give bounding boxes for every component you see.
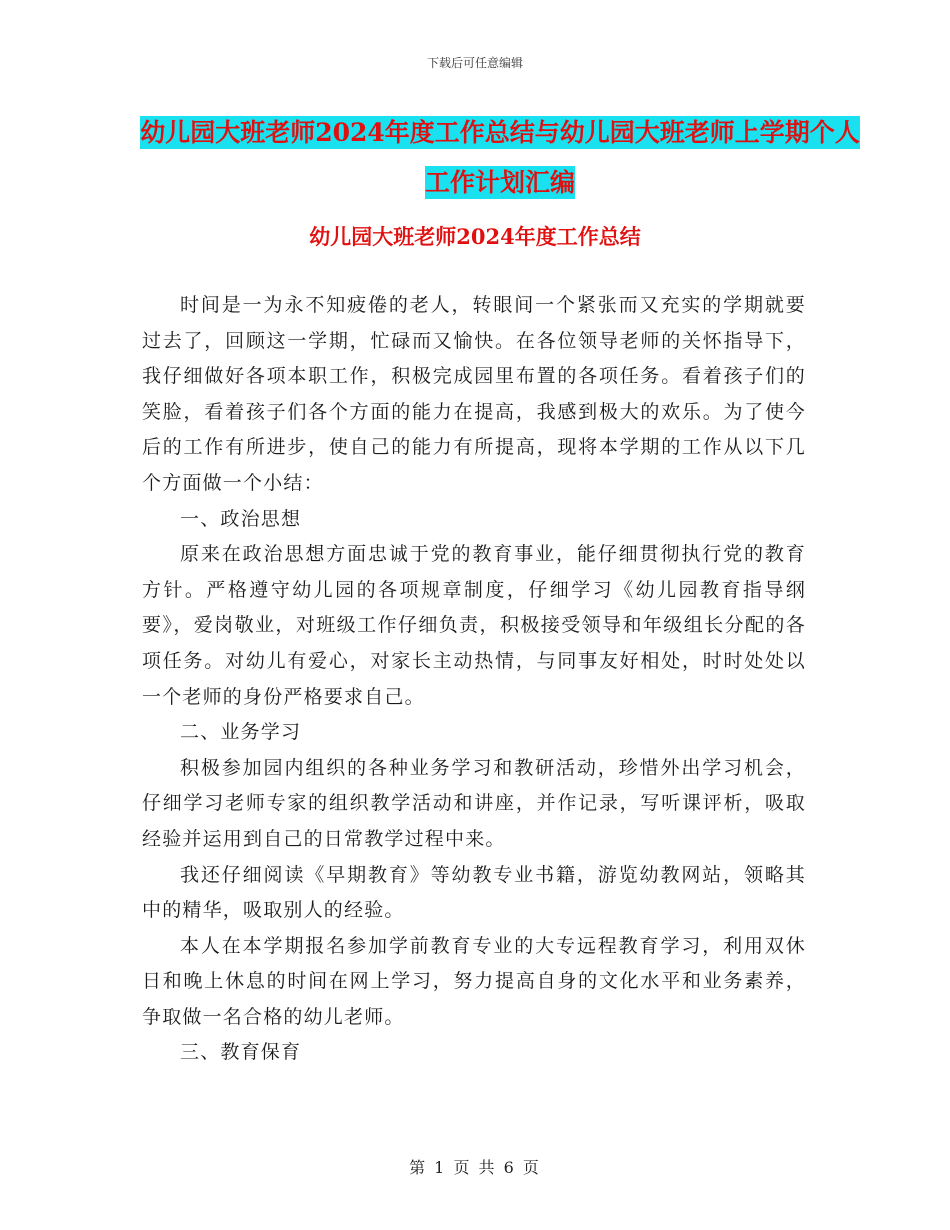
section-title: 幼儿园大班老师2024年度工作总结 (309, 224, 641, 249)
page-header-note: 下载后可任意编辑 (426, 56, 523, 70)
page-number: 第 1 页 共 6 页 (409, 1158, 541, 1177)
document-title (140, 108, 860, 208)
body-paragraph: 原来在政治思想方面忠诚于党的教育事业，能仔细贯彻执行党的教育方针。严格遵守幼儿园的各项规章制度，仔细学习《幼儿园教育指导纲要》，爱岗敬业，对班级工作仔细负责，积极接受领导和年级组长分配的各项任务。对幼儿有爱心，对家长主动热情，与同事友好相处，时时处处以一个老师的身份严格要求自己。 (142, 543, 806, 708)
body-paragraph: 我还仔细阅读《早期教育》等幼教专业书籍，游览幼教网站，领略其中的精华，吸取别人的经验。 (142, 863, 806, 922)
body-paragraph: 时间是一为永不知疲倦的老人，转眼间一个紧张而又充实的学期就要过去了，回顾这一学期，忙碌而又愉快。在各位领导老师的关怀指导下，我仔细做好各项本职工作，积极完成园里布置的各项任务。看着孩子们的笑脸，看着孩子们各个方面的能力在提高，我感到极大的欢乐。为了使今后的工作有所进步，使自己的能力有所提高，现将本学期的工作从以下几个方面做一个小结： (142, 294, 806, 494)
section-heading-education: 三、教育保育 (180, 1041, 302, 1064)
body-paragraph: 本人在本学期报名参加学前教育专业的大专远程教育学习，利用双休日和晚上休息的时间在网上学习，努力提高自身的文化水平和业务素养，争取做一名合格的幼儿老师。 (142, 934, 806, 1028)
section-heading-politics: 一、政治思想 (180, 507, 302, 530)
document-title-text: 幼儿园大班老师2024年度工作总结与幼儿园大班老师上学期个人工作计划汇编 (140, 118, 860, 197)
document-body (142, 288, 806, 1071)
section-heading-study: 二、业务学习 (180, 721, 302, 744)
body-paragraph: 积极参加园内组织的各种业务学习和教研活动，珍惜外出学习机会，仔细学习老师专家的组织教学活动和讲座，并作记录，写听课评析，吸取经验并运用到自己的日常教学过程中来。 (142, 756, 806, 850)
